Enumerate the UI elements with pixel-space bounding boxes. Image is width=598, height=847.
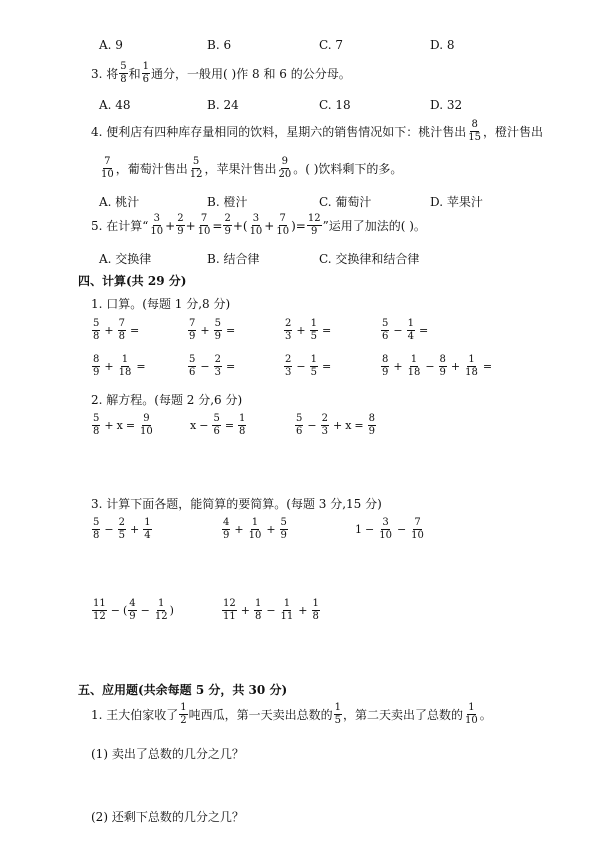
fraction: $\frac{5}{12}$ — [189, 156, 203, 180]
q4-option-b: B. 橙汁 — [207, 195, 248, 209]
fraction: $\frac{3}{10}$ — [150, 213, 164, 237]
oral-calc-1: $\frac{5}{8}$ + $\frac{7}{8}$ = — [93, 318, 140, 342]
fraction: $\frac{7}{10}$ — [276, 213, 290, 237]
fraction: $\frac{9}{20}$ — [278, 156, 292, 180]
q4-option-a: A. 桃汁 — [99, 195, 140, 209]
fraction: $\frac{2}{9}$ — [224, 213, 231, 237]
q2-option-c: C. 7 — [319, 38, 344, 52]
q5-option-b: B. 结合律 — [207, 252, 260, 266]
calc-5: $\frac{12}{11}$ + $\frac{1}{8}$ − $\frac{1}{11}$ + $\frac{1}{8}$ — [223, 598, 319, 622]
section5-q1: 1. 王大伯家收了 $\frac{1}{2}$ 吨西瓜，第一天卖出总数的 $\frac{1}{5}$ ，第二天卖出了总数的 $\frac{1}{10}$ 。 — [91, 702, 492, 726]
q2-option-d: D. 8 — [430, 38, 455, 52]
oral-calc-8: $\frac{8}{9}$ + $\frac{1}{18}$ − $\frac{8}{9}$ + $\frac{1}{18}$ = — [382, 354, 493, 378]
fraction: $\frac{12}{9}$ — [307, 213, 321, 237]
calc-2: $\frac{4}{9}$ + $\frac{1}{10}$ + $\frac{5}{9}$ — [223, 517, 287, 541]
q3-question: 3. 将 $\frac{5}{8}$ 和 $\frac{1}{6}$ 通分，一般用( )作 8 和 6 的公分母。 — [91, 61, 351, 85]
q5-question: 5. 在计算“ $\frac{3}{10}$ + $\frac{2}{9}$ + $\frac{7}{10}$ = $\frac{2}{9}$ + ( $\frac{3}{10}$ + $\frac{7}{10}$ ) = $\frac{12}{9}$ ”运用了加法的( )。 — [91, 213, 426, 237]
section4-sub3: 3. 计算下面各题，能简算的要简算。(每题 3 分,15 分) — [91, 497, 382, 511]
equation-1: $\frac{5}{8}$ + x = $\frac{9}{10}$ — [93, 413, 153, 437]
section4-sub2: 2. 解方程。(每题 2 分,6 分) — [91, 393, 243, 407]
q4-option-c: C. 葡萄汁 — [319, 195, 372, 209]
oral-calc-7: $\frac{2}{3}$ − $\frac{1}{5}$ = — [285, 354, 332, 378]
fraction: $\frac{7}{10}$ — [197, 213, 211, 237]
calc-4: $\frac{11}{12}$ − ( $\frac{4}{9}$ − $\frac{1}{12}$ ) — [93, 598, 174, 622]
q5-option-a: A. 交换律 — [99, 252, 152, 266]
equation-2: x − $\frac{5}{6}$ = $\frac{1}{8}$ — [190, 413, 246, 437]
fraction: $\frac{3}{10}$ — [249, 213, 263, 237]
section5-sub2: (2) 还剩下总数的几分之几？ — [91, 810, 244, 824]
fraction: $\frac{2}{9}$ — [177, 213, 184, 237]
section4-title: 四、计算(共 29 分) — [78, 274, 187, 288]
oral-calc-3: $\frac{2}{3}$ + $\frac{1}{5}$ = — [285, 318, 332, 342]
q4-option-d: D. 苹果汁 — [430, 195, 483, 209]
q3-option-d: D. 32 — [430, 98, 463, 112]
q4-question-line2: $\frac{7}{10}$ ，葡萄汁售出 $\frac{5}{12}$ ，苹果汁售出 $\frac{9}{20}$ 。( )饮料剩下的多。 — [101, 156, 403, 180]
oral-calc-5: $\frac{8}{9}$ + $\frac{1}{18}$ = — [93, 354, 146, 378]
q3-option-c: C. 18 — [319, 98, 351, 112]
oral-calc-2: $\frac{7}{9}$ + $\frac{5}{9}$ = — [189, 318, 236, 342]
section5-title: 五、应用题(共余每题 5 分，共 30 分) — [78, 683, 288, 697]
q3-option-a: A. 48 — [99, 98, 131, 112]
q4-question-line1: 4. 便利店有四种库存量相同的饮料，星期六的销售情况如下：桃汁售出 $\frac{8}{15}$ ，橙汁售出 — [91, 119, 544, 143]
oral-calc-6: $\frac{5}{6}$ − $\frac{2}{3}$ = — [189, 354, 236, 378]
oral-calc-4: $\frac{5}{6}$ − $\frac{1}{4}$ = — [382, 318, 429, 342]
section4-sub1: 1. 口算。(每题 1 分,8 分) — [91, 297, 231, 311]
section5-sub1: (1) 卖出了总数的几分之几？ — [91, 747, 244, 761]
fraction: $\frac{8}{15}$ — [468, 119, 482, 143]
q3-option-b: B. 24 — [207, 98, 239, 112]
calc-3: 1 − $\frac{3}{10}$ − $\frac{7}{10}$ — [355, 517, 424, 541]
fraction: $\frac{7}{10}$ — [101, 156, 114, 180]
fraction: $\frac{5}{8}$ — [120, 61, 127, 85]
q2-option-a: A. 9 — [99, 38, 123, 52]
fraction: $\frac{1}{6}$ — [142, 61, 150, 85]
q2-option-b: B. 6 — [207, 38, 232, 52]
calc-1: $\frac{5}{8}$ − $\frac{2}{5}$ + $\frac{1}{4}$ — [93, 517, 151, 541]
equation-3: $\frac{5}{6}$ − $\frac{2}{3}$ + x = $\frac{8}{9}$ — [296, 413, 375, 437]
q5-option-c: C. 交换律和结合律 — [319, 252, 420, 266]
